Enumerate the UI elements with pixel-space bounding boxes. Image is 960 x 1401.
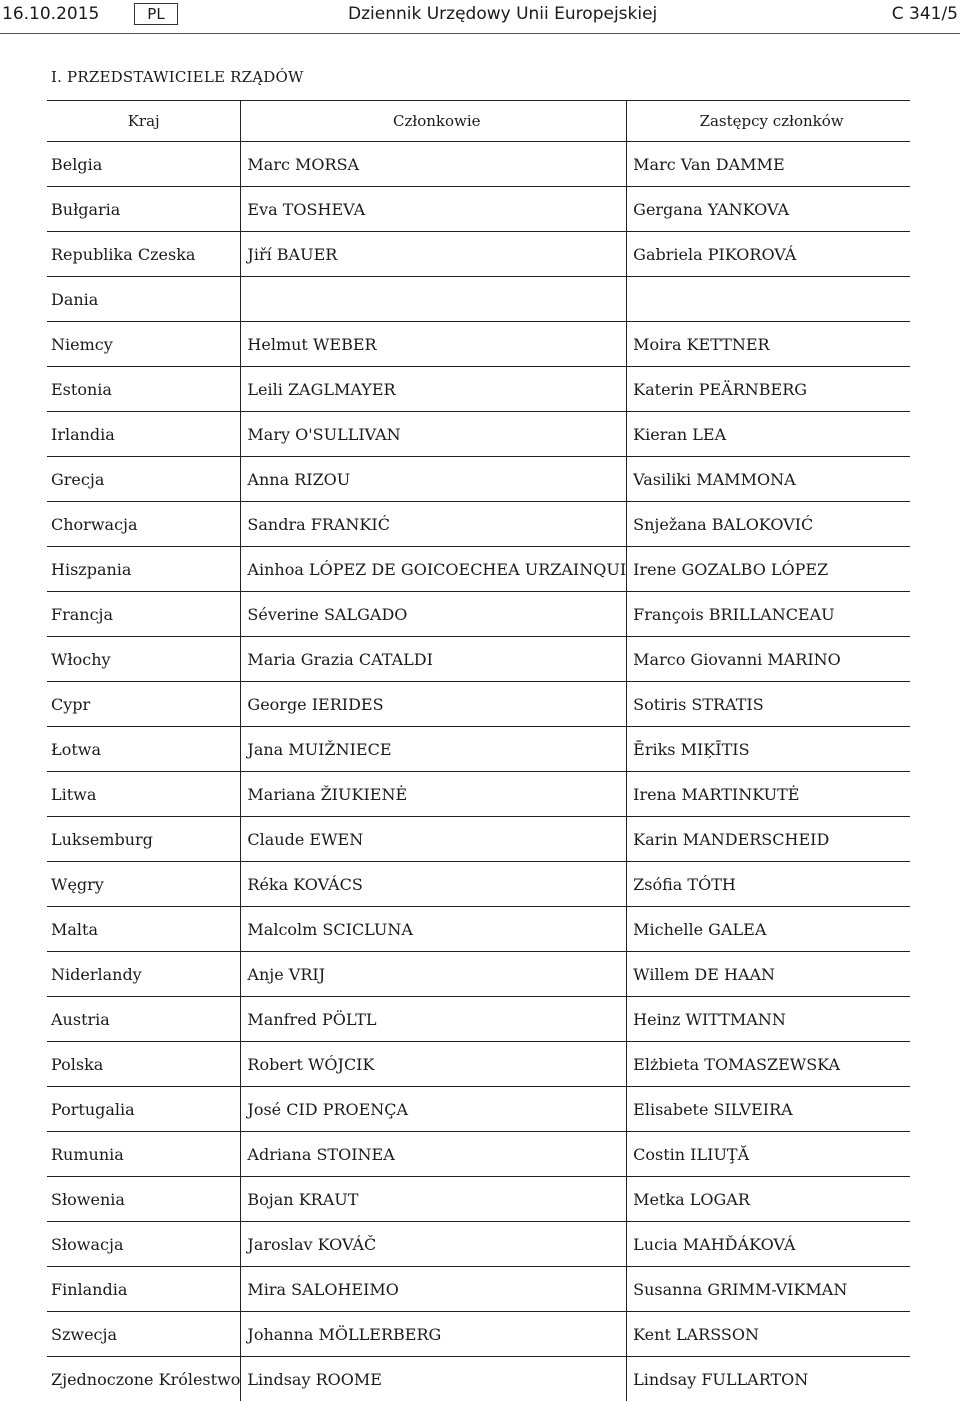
alternate-cell: Irena MARTINKUTĖ	[627, 772, 910, 817]
member-cell: Mary O'SULLIVAN	[241, 412, 627, 457]
country-cell: Luksemburg	[47, 817, 241, 862]
member-cell: Manfred PÖLTL	[241, 997, 627, 1042]
table-row	[47, 412, 910, 457]
country-cell: Hiszpania	[47, 547, 241, 592]
language-badge: PL	[134, 3, 178, 25]
country-cell: Malta	[47, 907, 241, 952]
country-cell: Polska	[47, 1042, 241, 1087]
table-row	[47, 862, 910, 907]
alternate-cell: Sotiris STRATIS	[627, 682, 910, 727]
alternate-cell: Marco Giovanni MARINO	[627, 637, 910, 682]
table-row	[47, 367, 910, 412]
member-cell: Helmut WEBER	[241, 322, 627, 367]
member-cell: Mira SALOHEIMO	[241, 1267, 627, 1312]
country-cell: Szwecja	[47, 1312, 241, 1357]
member-cell: Claude EWEN	[241, 817, 627, 862]
member-cell: Ainhoa LÓPEZ DE GOICOECHEA URZAINQUI	[241, 547, 627, 592]
country-cell: Zjednoczone Królestwo	[47, 1357, 241, 1401]
country-cell: Finlandia	[47, 1267, 241, 1312]
table-row	[47, 322, 910, 367]
member-cell: Séverine SALGADO	[241, 592, 627, 637]
column-header-country: Kraj	[47, 101, 241, 142]
member-cell: George IERIDES	[241, 682, 627, 727]
table-row	[47, 502, 910, 547]
member-cell: Lindsay ROOME	[241, 1357, 627, 1401]
table-row	[47, 1312, 910, 1357]
country-cell: Chorwacja	[47, 502, 241, 547]
alternate-cell: Lindsay FULLARTON	[627, 1357, 910, 1401]
country-cell: Irlandia	[47, 412, 241, 457]
table-header-row	[47, 101, 910, 142]
country-cell: Austria	[47, 997, 241, 1042]
table-row	[47, 817, 910, 862]
table-row	[47, 637, 910, 682]
table-row	[47, 952, 910, 997]
alternate-cell: Michelle GALEA	[627, 907, 910, 952]
table-row	[47, 997, 910, 1042]
alternate-cell: Lucia MAHĎÁKOVÁ	[627, 1222, 910, 1267]
member-cell: Marc MORSA	[241, 142, 627, 187]
member-cell: Jana MUIŽNIECE	[241, 727, 627, 772]
table-row	[47, 592, 910, 637]
country-cell: Francja	[47, 592, 241, 637]
member-cell: Sandra FRANKIĆ	[241, 502, 627, 547]
alternate-cell: Gabriela PIKOROVÁ	[627, 232, 910, 277]
member-cell: Jiří BAUER	[241, 232, 627, 277]
alternate-cell: Irene GOZALBO LÓPEZ	[627, 547, 910, 592]
table-row	[47, 142, 910, 187]
table-row	[47, 727, 910, 772]
alternate-cell: Elisabete SILVEIRA	[627, 1087, 910, 1132]
member-cell: Mariana ŽIUKIENĖ	[241, 772, 627, 817]
table-row	[47, 1267, 910, 1312]
member-cell: Jaroslav KOVÁČ	[241, 1222, 627, 1267]
table-row	[47, 1042, 910, 1087]
table-row	[47, 682, 910, 727]
member-cell: Eva TOSHEVA	[241, 187, 627, 232]
member-cell: José CID PROENÇA	[241, 1087, 627, 1132]
header-divider	[0, 33, 960, 34]
alternate-cell: Karin MANDERSCHEID	[627, 817, 910, 862]
alternate-cell: Elżbieta TOMASZEWSKA	[627, 1042, 910, 1087]
country-cell: Cypr	[47, 682, 241, 727]
table-row	[47, 1132, 910, 1177]
country-cell: Słowenia	[47, 1177, 241, 1222]
table-row	[47, 1357, 910, 1401]
country-cell: Węgry	[47, 862, 241, 907]
table-row	[47, 1177, 910, 1222]
alternate-cell: Gergana YANKOVA	[627, 187, 910, 232]
alternate-cell: Vasiliki MAMMONA	[627, 457, 910, 502]
alternate-cell: François BRILLANCEAU	[627, 592, 910, 637]
member-cell: Anna RIZOU	[241, 457, 627, 502]
member-cell: Robert WÓJCIK	[241, 1042, 627, 1087]
member-cell	[241, 277, 627, 322]
alternate-cell: Katerin PEÄRNBERG	[627, 367, 910, 412]
member-cell: Leili ZAGLMAYER	[241, 367, 627, 412]
table-row	[47, 907, 910, 952]
alternate-cell: Moira KETTNER	[627, 322, 910, 367]
member-cell: Adriana STOINEA	[241, 1132, 627, 1177]
alternate-cell: Willem DE HAAN	[627, 952, 910, 997]
alternate-cell: Kent LARSSON	[627, 1312, 910, 1357]
members-table	[47, 100, 910, 1401]
country-cell: Łotwa	[47, 727, 241, 772]
country-cell: Estonia	[47, 367, 241, 412]
member-cell: Malcolm SCICLUNA	[241, 907, 627, 952]
table-row	[47, 277, 910, 322]
alternate-cell: Costin ILIUŢĂ	[627, 1132, 910, 1177]
journal-title: Dziennik Urzędowy Unii Europejskiej	[348, 4, 657, 24]
alternate-cell: Kieran LEA	[627, 412, 910, 457]
country-cell: Niemcy	[47, 322, 241, 367]
alternate-cell: Marc Van DAMME	[627, 142, 910, 187]
page-header	[0, 0, 960, 34]
member-cell: Anje VRIJ	[241, 952, 627, 997]
alternate-cell: Metka LOGAR	[627, 1177, 910, 1222]
alternate-cell: Snježana BALOKOVIĆ	[627, 502, 910, 547]
member-cell: Maria Grazia CATALDI	[241, 637, 627, 682]
country-cell: Dania	[47, 277, 241, 322]
country-cell: Republika Czeska	[47, 232, 241, 277]
country-cell: Słowacja	[47, 1222, 241, 1267]
country-cell: Niderlandy	[47, 952, 241, 997]
country-cell: Rumunia	[47, 1132, 241, 1177]
alternate-cell: Susanna GRIMM-VIKMAN	[627, 1267, 910, 1312]
table-row	[47, 1087, 910, 1132]
country-cell: Grecja	[47, 457, 241, 502]
table-row	[47, 457, 910, 502]
table-body	[47, 142, 910, 1401]
country-cell: Litwa	[47, 772, 241, 817]
alternate-cell: Heinz WITTMANN	[627, 997, 910, 1042]
table-row	[47, 187, 910, 232]
alternate-cell	[627, 277, 910, 322]
publication-date: 16.10.2015	[2, 4, 99, 24]
column-header-alternates: Zastępcy członków	[627, 101, 910, 142]
alternate-cell: Zsófia TÓTH	[627, 862, 910, 907]
member-cell: Johanna MÖLLERBERG	[241, 1312, 627, 1357]
alternate-cell: Ēriks MIĶĪTIS	[627, 727, 910, 772]
member-cell: Bojan KRAUT	[241, 1177, 627, 1222]
section-title: I. PRZEDSTAWICIELE RZĄDÓW	[51, 68, 304, 86]
table-row	[47, 232, 910, 277]
member-cell: Réka KOVÁCS	[241, 862, 627, 907]
page-number: C 341/5	[892, 4, 958, 24]
country-cell: Bułgaria	[47, 187, 241, 232]
table-row	[47, 547, 910, 592]
country-cell: Włochy	[47, 637, 241, 682]
table-row	[47, 1222, 910, 1267]
country-cell: Belgia	[47, 142, 241, 187]
table-row	[47, 772, 910, 817]
country-cell: Portugalia	[47, 1087, 241, 1132]
column-header-members: Członkowie	[241, 101, 627, 142]
